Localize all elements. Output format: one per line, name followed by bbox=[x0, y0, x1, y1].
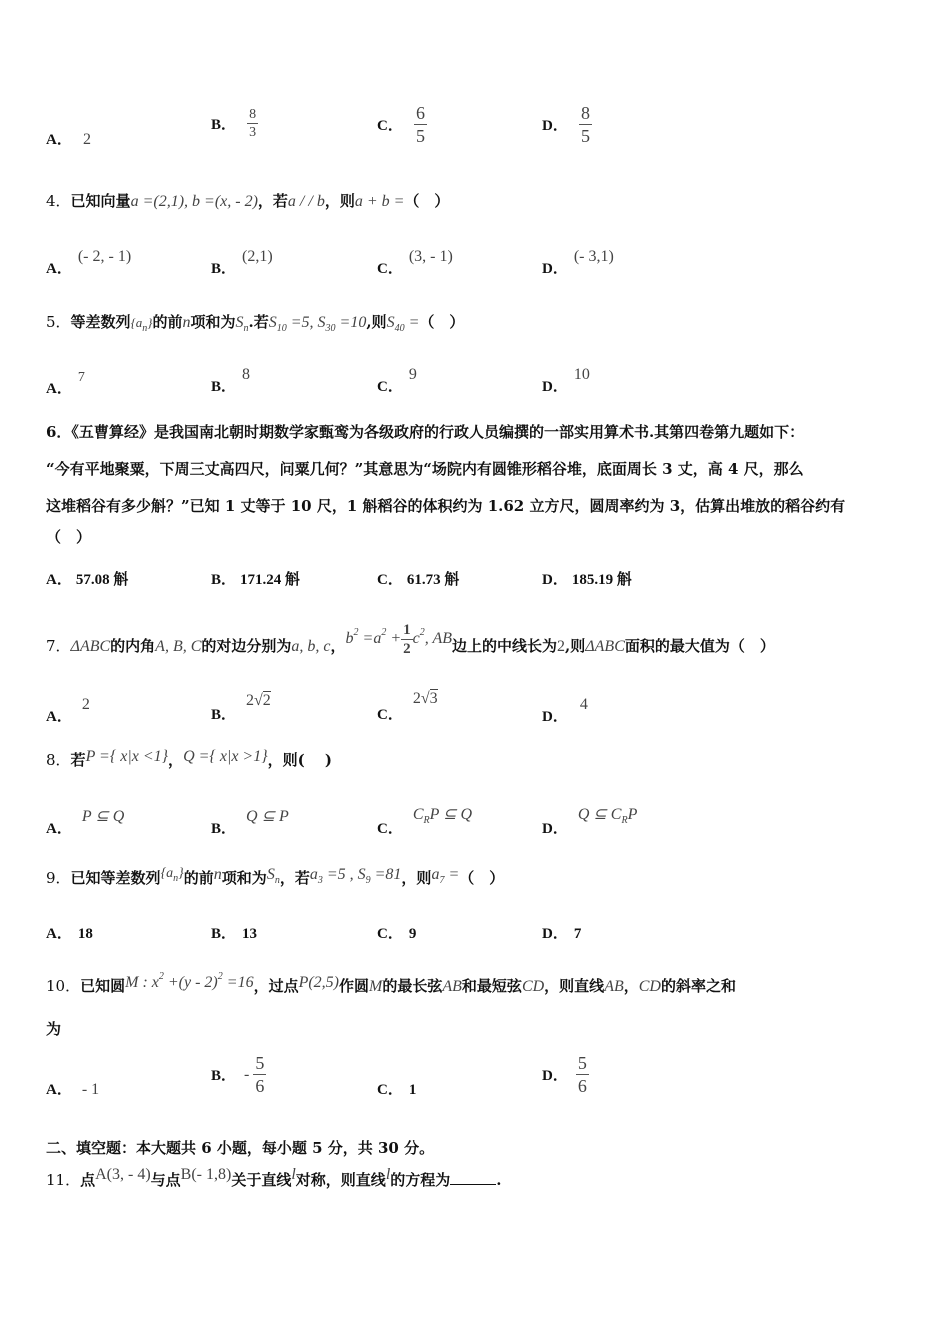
q10-option-a[interactable]: A． - 1 bbox=[46, 1081, 100, 1098]
q7-option-c[interactable]: C．2√3 bbox=[377, 690, 438, 723]
fraction: $\frac{5}{6}$ bbox=[255, 1053, 265, 1096]
sqrt-symbol: √ bbox=[254, 692, 263, 709]
q10-option-d[interactable]: D． $\frac{5}{6}$ bbox=[542, 1053, 587, 1096]
answer-blank[interactable] bbox=[450, 1170, 496, 1185]
q9-option-d[interactable]: D． 7 bbox=[542, 926, 582, 942]
question-8: 8．若P ={ x|x <1}，Q ={ x|x >1}，则( ) bbox=[46, 748, 333, 769]
q8-option-d[interactable]: D．Q ⊆ $C_RP$ bbox=[542, 806, 638, 837]
question-10: 10．已知圆M : $x^2 +(y - 2)^2 =16$，过点P(2,5)作圆M的最长弦AB和最短弦CD，则直线AB，CD的斜率之和 bbox=[46, 971, 736, 995]
q8-option-a[interactable]: A．P ⊆ Q bbox=[46, 808, 125, 837]
fraction: $\frac{6}{5}$ bbox=[415, 103, 425, 146]
q8-option-c[interactable]: C．$C_RP$ ⊆ Q bbox=[377, 806, 473, 837]
q6-option-b[interactable]: B． 171.24 斛 bbox=[211, 572, 301, 588]
question-5: 5．等差数列$\{a_n\}$的前n项和为$S_n$.若$S_{10} =5$, $S_{30} =10$,则$S_{40}$ =（ ） bbox=[46, 313, 465, 334]
fraction: $\frac{8}{3}$ bbox=[249, 107, 257, 140]
q3-option-b[interactable]: B． $\frac{8}{3}$ bbox=[211, 107, 257, 140]
question-4: 4．已知向量a =(2,1), b =(x, - 2)，若a / / b，则a + b =（ ） bbox=[46, 192, 450, 210]
q5-option-b[interactable]: B．8 bbox=[211, 366, 251, 395]
q5-option-d[interactable]: D．10 bbox=[542, 366, 590, 395]
q5-option-c[interactable]: C．9 bbox=[377, 366, 417, 395]
q6-option-a[interactable]: A． 57.08 斛 bbox=[46, 572, 129, 588]
q9-option-b[interactable]: B． 13 bbox=[211, 926, 258, 942]
question-6: 6．《五曹算经》是我国南北朝时期数学家甄鸾为各级政府的行政人员编撰的一部实用算术书.其第四卷第九题如下： “今有平地聚粟，下周三丈高四尺，问粟几何？”其意思为“场院内有圆锥形稻谷堆，底面周长 3 丈，高 4 尺，那么 这堆稻谷有多少斛？”已知 1 丈等于 10 尺，1 斛稻谷的体积约为 1.62 立方尺，圆周率约为 3，估算出堆放的稻谷约有 （ ） bbox=[46, 423, 846, 546]
fraction: $\frac{1}{2}$ bbox=[403, 622, 411, 657]
fraction: $\frac{8}{5}$ bbox=[580, 103, 590, 146]
q6-option-c[interactable]: C． 61.73 斛 bbox=[377, 572, 460, 588]
sqrt-symbol: √ bbox=[420, 690, 430, 707]
q4-option-a[interactable]: A．(- 2, - 1) bbox=[46, 248, 132, 277]
question-11: 11．点A(3, - 4)与点B(- 1,8)关于直线l对称，则直线l的方程为 . bbox=[46, 1166, 502, 1189]
q6-option-d[interactable]: D． 185.19 斛 bbox=[542, 572, 632, 588]
q10-option-b[interactable]: B． - $\frac{5}{6}$ bbox=[211, 1053, 265, 1096]
q4-option-c[interactable]: C．(3, - 1) bbox=[377, 248, 453, 277]
question-9: 9．已知等差数列$\{a_n\}$的前n项和为$S_n$，若$a_3 =5$ , $S_9 =81$，则$a_7$ =（ ） bbox=[46, 866, 505, 887]
q3-option-a[interactable]: A． 2 bbox=[46, 131, 91, 148]
question-7: 7．ΔABC的内角A, B, C的对边分别为a, b, c，$b^2 =a^2$ + $\frac{1}{2}$ $c^2$, AB边上的中线长为2,则ΔABC面积的最大值为（ ） bbox=[46, 622, 775, 657]
q3-option-c[interactable]: C． $\frac{6}{5}$ bbox=[377, 103, 425, 146]
q7-option-a[interactable]: A．2 bbox=[46, 696, 90, 725]
q7-option-b[interactable]: B．2√2 bbox=[211, 692, 271, 723]
q9-option-a[interactable]: A． 18 bbox=[46, 926, 93, 942]
q4-option-d[interactable]: D．(- 3,1) bbox=[542, 248, 614, 277]
q5-option-a[interactable]: A．7 bbox=[46, 370, 85, 397]
q10-option-c[interactable]: C． 1 bbox=[377, 1082, 417, 1098]
q3-option-d[interactable]: D． $\frac{8}{5}$ bbox=[542, 103, 590, 146]
question-10-cont: 为 bbox=[46, 1020, 62, 1038]
q9-option-c[interactable]: C． 9 bbox=[377, 926, 417, 942]
fraction: $\frac{5}{6}$ bbox=[577, 1053, 587, 1096]
section-2-heading: 二、填空题：本大题共 6 小题，每小题 5 分，共 30 分。 bbox=[46, 1139, 435, 1157]
q7-option-d[interactable]: D．4 bbox=[542, 696, 588, 725]
q4-option-b[interactable]: B．(2,1) bbox=[211, 248, 273, 277]
q8-option-b[interactable]: B．Q ⊆ P bbox=[211, 808, 289, 837]
